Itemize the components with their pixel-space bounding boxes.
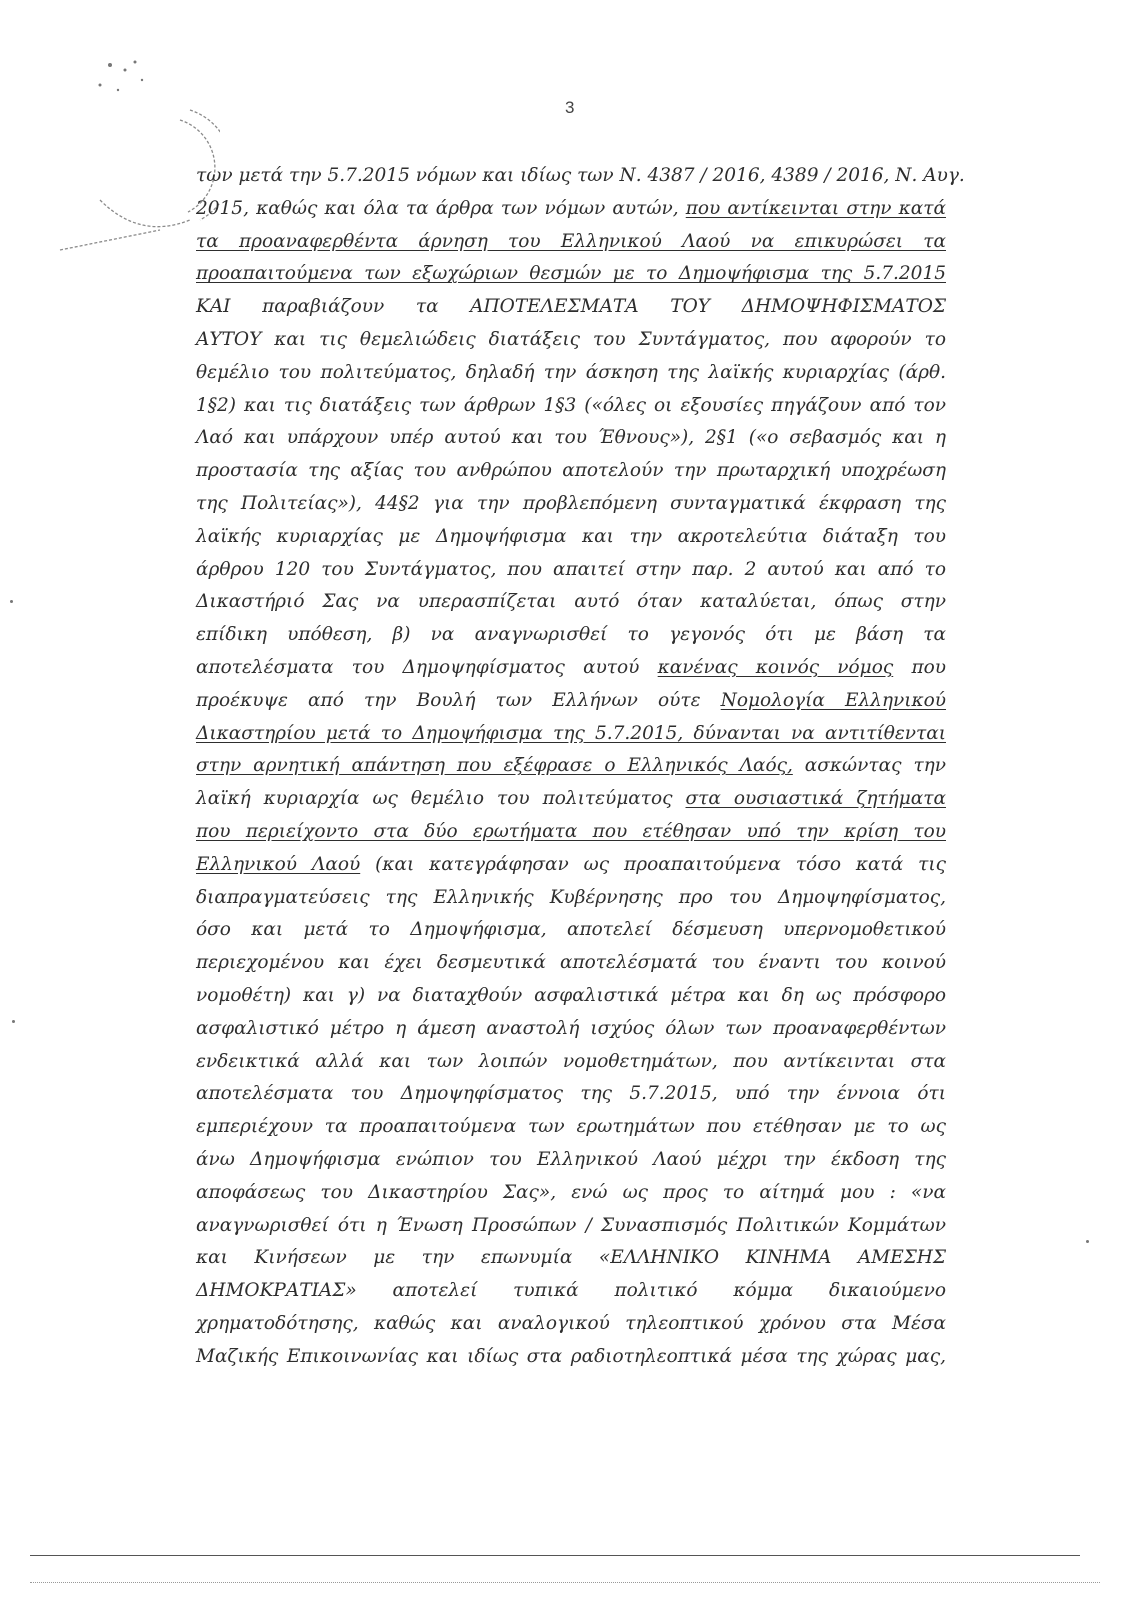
text-line — [196, 1210, 946, 1243]
text-line — [196, 521, 946, 554]
text-run: των μετά την 5.7.2015 νόμων και ιδίως των Ν. 4387 / 2016, 4389 / 2016, Ν. Αυγ. — [196, 165, 965, 186]
text-line — [196, 1144, 946, 1177]
text-run: εμπεριέχουν τα προαπαιτούμενα των ερωτημάτων που ετέθησαν με το ως — [196, 1116, 946, 1138]
text-line — [196, 193, 946, 226]
text-line — [196, 1046, 946, 1079]
text-line — [196, 554, 946, 587]
text-line — [196, 816, 946, 849]
text-run: περιεχομένου και έχει δεσμευτικά αποτελέσματά του έναντι του κοινού — [196, 952, 946, 974]
text-run: όσο και μετά το Δημοψήφισμα, αποτελεί δέσμευση υπερνομοθετικού — [196, 919, 946, 941]
text-line — [196, 718, 946, 751]
text-run: επίδικη υπόθεση, β) να αναγνωρισθεί το γεγονός ότι με βάση τα — [196, 624, 946, 646]
text-run: που — [893, 656, 946, 678]
text-line — [196, 652, 946, 685]
text-line — [196, 422, 946, 455]
text-line — [196, 1275, 946, 1308]
underlined-text: Νομολογία Ελληνικού — [720, 689, 947, 711]
text-run: και Κινήσεων με την επωνυμία «ΕΛΛΗΝΙΚΟ ΚΙΝΗΜΑ ΑΜΕΣΗΣ — [196, 1247, 946, 1269]
margin-mark — [1086, 1240, 1089, 1243]
text-line — [196, 1078, 946, 1111]
text-run: ασκώντας την — [792, 755, 947, 777]
text-run: ΑΥΤΟΥ και τις θεμελιώδεις διατάξεις του Συντάγματος, που αφορούν το — [196, 328, 946, 350]
underlined-text: που περιείχοντο στα δύο ερωτήματα που ετέθησαν υπό την κρίση του — [196, 820, 946, 842]
underlined-text: στα ουσιαστικά ζητήματα — [685, 788, 946, 810]
underlined-text: κανένας κοινός νόμος — [657, 656, 894, 678]
text-run: ενδεικτικά αλλά και των λοιπών νομοθετημάτων, που αντίκεινται στα — [196, 1050, 946, 1072]
text-run: Μαζικής Επικοινωνίας και ιδίως στα ραδιοτηλεοπτικά μέσα της χώρας μας, — [196, 1345, 946, 1367]
text-line — [196, 882, 946, 915]
text-line — [196, 980, 946, 1013]
text-run: αποφάσεως του Δικαστηρίου Σας», ενώ ως προς το αίτημά μου : «να — [196, 1181, 946, 1203]
text-run: χρηματοδότησης, καθώς και αναλογικού τηλεοπτικού χρόνου στα Μέσα — [196, 1312, 946, 1334]
text-line — [196, 455, 946, 488]
text-run: λαϊκή κυριαρχία ως θεμέλιο του πολιτεύματος — [196, 788, 686, 810]
text-run: θεμέλιο του πολιτεύματος, δηλαδή την άσκηση της λαϊκής κυριαρχίας (άρθ. — [196, 361, 946, 383]
footer-rule — [30, 1555, 1080, 1556]
text-run: λαϊκής κυριαρχίας με Δημοψήφισμα και την ακροτελεύτια διάταξη του — [196, 525, 946, 547]
text-run: ΔΗΜΟΚΡΑΤΙΑΣ» αποτελεί τυπικά πολιτικό κόμμα δικαιούμενο — [196, 1280, 946, 1302]
text-line — [196, 685, 946, 718]
underlined-text: Ελληνικού Λαού — [196, 853, 361, 875]
text-run: προέκυψε από την Βουλή των Ελλήνων ούτε — [196, 689, 721, 711]
document-body — [196, 160, 965, 1373]
text-line — [196, 1111, 946, 1144]
text-run: Λαό και υπάρχουν υπέρ αυτού και του Έθνους»), 2§1 («ο σεβασμός και η — [196, 427, 946, 449]
text-line — [196, 586, 946, 619]
underlined-text: προαπαιτούμενα των εξωχώριων θεσμών με το Δημοψήφισμα της 5.7.2015 — [196, 263, 946, 285]
underlined-text: στην αρνητική απάντηση που εξέφρασε ο Ελληνικός Λαός, — [196, 755, 793, 777]
text-line — [196, 1013, 946, 1046]
text-run: νομοθέτη) και γ) να διαταχθούν ασφαλιστικά μέτρα και δη ως πρόσφορο — [196, 984, 946, 1006]
text-line — [196, 291, 946, 324]
text-run: αποτελέσματα του Δημοψηφίσματος της 5.7.2015, υπό την έννοια ότι — [196, 1083, 946, 1105]
text-line — [196, 1177, 946, 1210]
text-line — [196, 258, 946, 291]
text-run: Δικαστήριό Σας να υπερασπίζεται αυτό όταν καταλύεται, όπως στην — [196, 591, 946, 613]
footer-dotted-rule — [30, 1582, 1100, 1593]
text-line — [196, 226, 946, 259]
text-run: 2015, καθώς και όλα τα άρθρα των νόμων αυτών, — [196, 197, 686, 219]
underlined-text: που αντίκεινται στην κατά — [685, 197, 946, 219]
partial-round-stamp-icon — [40, 40, 220, 290]
margin-mark — [12, 1020, 15, 1023]
text-run: (και κατεγράφησαν ως προαπαιτούμενα τόσο κατά τις — [360, 853, 946, 875]
text-run: διαπραγματεύσεις της Ελληνικής Κυβέρνησης προ του Δημοψηφίσματος, — [196, 886, 946, 908]
text-run: άρθρου 120 του Συντάγματος, που απαιτεί στην παρ. 2 αυτού και από το — [196, 558, 946, 580]
text-run: 1§2) και τις διατάξεις των άρθρων 1§3 («όλες οι εξουσίες πηγάζουν από τον — [196, 394, 946, 416]
text-run: αποτελέσματα του Δημοψηφίσματος αυτού — [196, 656, 658, 678]
text-line — [196, 849, 946, 882]
underlined-text: τα προαναφερθέντα άρνηση του Ελληνικού Λαού να επικυρώσει τα — [196, 230, 946, 252]
page-number: 3 — [565, 98, 575, 117]
text-run: ασφαλιστικό μέτρο η άμεση αναστολή ισχύος όλων των προαναφερθέντων — [196, 1017, 946, 1039]
text-line — [196, 947, 946, 980]
underlined-text: Δικαστηρίου μετά το Δημοψήφισμα της 5.7.2015, δύνανται να αντιτίθενται — [196, 722, 946, 744]
text-run: αναγνωρισθεί ότι η Ένωση Προσώπων / Συνασπισμός Πολιτικών Κομμάτων — [196, 1214, 946, 1236]
text-line — [196, 783, 946, 816]
text-line — [196, 914, 946, 947]
text-line — [196, 488, 946, 521]
text-line — [196, 619, 946, 652]
text-line — [196, 1308, 946, 1341]
text-line — [196, 160, 965, 193]
text-run: της Πολιτείας»), 44§2 για την προβλεπόμενη συνταγματικά έκφραση της — [196, 492, 946, 514]
text-run: ΚΑΙ παραβιάζουν τα ΑΠΟΤΕΛΕΣΜΑΤΑ ΤΟΥ ΔΗΜΟΨΗΦΙΣΜΑΤΟΣ — [196, 296, 946, 318]
margin-mark — [10, 600, 13, 603]
text-line — [196, 1341, 946, 1374]
text-line — [196, 390, 946, 423]
text-run: άνω Δημοψήφισμα ενώπιον του Ελληνικού Λαού μέχρι την έκδοση της — [196, 1148, 946, 1170]
text-line — [196, 750, 946, 783]
text-line — [196, 357, 946, 390]
text-run: προστασία της αξίας του ανθρώπου αποτελούν την πρωταρχική υποχρέωση — [196, 460, 946, 482]
text-line — [196, 324, 946, 357]
text-line — [196, 1242, 946, 1275]
